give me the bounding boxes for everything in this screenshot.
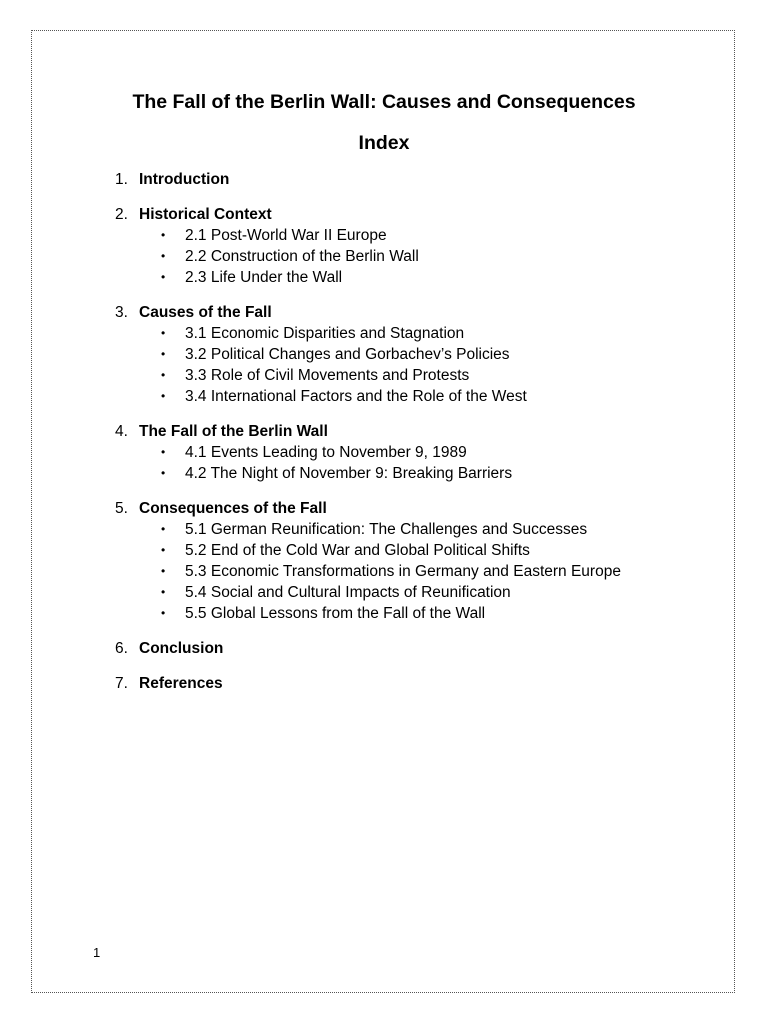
toc-section-number: 3. (115, 304, 128, 321)
toc-subsection-item (139, 540, 692, 561)
toc-section (112, 169, 692, 190)
toc-subsection-label: 4.2 The Night of November 9: Breaking Barriers (185, 465, 513, 482)
toc-subsection-item (139, 246, 692, 267)
toc-subsection-list (139, 519, 692, 624)
toc-section-label: Consequences of the Fall (139, 500, 327, 517)
toc-subsection-item (139, 463, 692, 484)
toc-subsection-item (139, 323, 692, 344)
toc-subsection-item (139, 225, 692, 246)
bullet-icon: • (161, 466, 166, 480)
toc-subsection-item (139, 582, 692, 603)
toc-subsection-label: 3.3 Role of Civil Movements and Protests (185, 367, 470, 384)
toc-subsection-item (139, 561, 692, 582)
toc-subsection-label: 3.1 Economic Disparities and Stagnation (185, 325, 465, 342)
toc-subsection-item (139, 386, 692, 407)
toc-section-number: 6. (115, 640, 128, 657)
toc-subsection-label: 3.4 International Factors and the Role of the West (185, 388, 527, 405)
toc-subsection-label: 5.5 Global Lessons from the Fall of the Wall (185, 605, 486, 622)
bullet-icon: • (161, 606, 166, 620)
bullet-icon: • (161, 445, 166, 459)
toc-subsection-list (139, 323, 692, 407)
toc-subsection-label: 5.3 Economic Transformations in Germany and Eastern Europe (185, 563, 621, 580)
toc-section-label: Introduction (139, 171, 230, 188)
document-title: The Fall of the Berlin Wall: Causes and Consequences (132, 91, 636, 113)
bullet-icon: • (161, 249, 166, 263)
toc-subsection-item (139, 344, 692, 365)
toc-section-number: 1. (115, 171, 128, 188)
toc-section (112, 204, 692, 288)
toc-subsection-list (139, 225, 692, 288)
bullet-icon: • (161, 228, 166, 242)
bullet-icon: • (161, 326, 166, 340)
toc-section-number: 4. (115, 423, 128, 440)
toc-subsection-item (139, 365, 692, 386)
toc-section (112, 302, 692, 407)
toc-subsection-label: 2.2 Construction of the Berlin Wall (185, 248, 419, 265)
toc-subsection-label: 5.2 End of the Cold War and Global Political Shifts (185, 542, 530, 559)
bullet-icon: • (161, 543, 166, 557)
toc-section (112, 673, 692, 694)
toc-subsection-item (139, 267, 692, 288)
bullet-icon: • (161, 270, 166, 284)
index-heading: Index (358, 132, 410, 154)
toc-section-label: Conclusion (139, 640, 224, 657)
toc-section (112, 498, 692, 624)
toc-subsection-label: 5.1 German Reunification: The Challenges and Successes (185, 521, 588, 538)
toc-subsection-label: 2.3 Life Under the Wall (185, 269, 343, 286)
toc-subsection-item (139, 519, 692, 540)
page-number: 1 (93, 945, 101, 960)
toc-section-label: Causes of the Fall (139, 304, 272, 321)
toc-section-label: Historical Context (139, 206, 272, 223)
toc-section-label: References (139, 675, 223, 692)
toc-subsection-label: 4.1 Events Leading to November 9, 1989 (185, 444, 467, 461)
toc-section-number: 7. (115, 675, 128, 692)
toc-section (112, 421, 692, 484)
toc-section-number: 5. (115, 500, 128, 517)
toc-subsection-list (139, 442, 692, 484)
bullet-icon: • (161, 368, 166, 382)
bullet-icon: • (161, 389, 166, 403)
bullet-icon: • (161, 522, 166, 536)
toc-subsection-label: 2.1 Post-World War II Europe (185, 227, 387, 244)
toc-subsection-item (139, 442, 692, 463)
toc-subsection-label: 3.2 Political Changes and Gorbachev’s Policies (185, 346, 510, 363)
toc-subsection-item (139, 603, 692, 624)
bullet-icon: • (161, 347, 166, 361)
toc-subsection-label: 5.4 Social and Cultural Impacts of Reunification (185, 584, 511, 601)
bullet-icon: • (161, 564, 166, 578)
bullet-icon: • (161, 585, 166, 599)
toc-section-number: 2. (115, 206, 128, 223)
toc-section-label: The Fall of the Berlin Wall (139, 423, 328, 440)
toc-section (112, 638, 692, 659)
table-of-contents (112, 169, 692, 708)
